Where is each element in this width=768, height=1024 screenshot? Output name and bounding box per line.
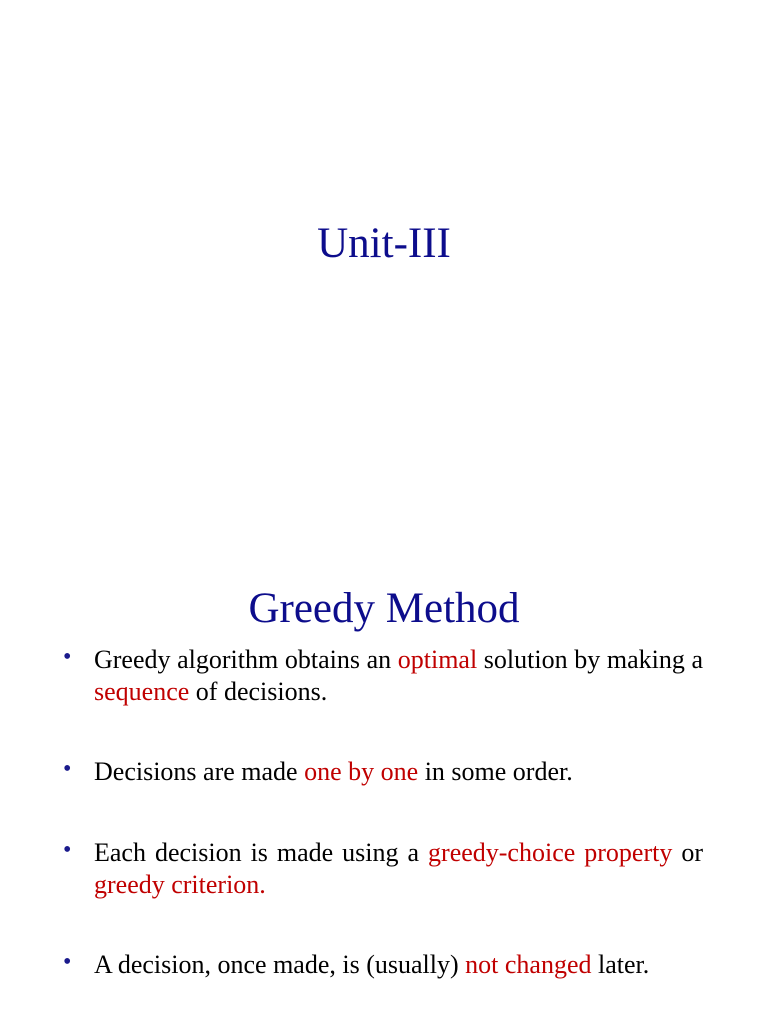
bullet-text-part: later.	[591, 950, 650, 979]
bullet-text-part: of decisions.	[189, 677, 328, 706]
unit-title: Unit-III	[317, 220, 451, 267]
bullet-dot-icon: •	[63, 644, 72, 670]
bullet-text-part: Greedy algorithm obtains an	[94, 645, 398, 674]
bullet-dot-icon: •	[63, 837, 72, 863]
bullet-text-part: or	[672, 838, 703, 867]
bullet-text	[94, 949, 703, 981]
bullet-text	[94, 644, 703, 708]
bullet-highlight: greedy criterion.	[94, 870, 266, 899]
bullet-highlight: optimal	[397, 645, 478, 674]
bullet-text	[94, 756, 703, 788]
bullet-item	[63, 837, 703, 901]
bullet-highlight: one by one	[304, 757, 419, 786]
bullet-highlight: not changed	[465, 950, 592, 979]
bullet-dot-icon: •	[63, 756, 72, 782]
bullet-text-part: Decisions are made	[94, 757, 305, 786]
bullet-dot-icon: •	[63, 949, 72, 975]
bullet-text-part: Each decision is made using a	[94, 838, 429, 867]
bullet-item	[63, 644, 703, 708]
bullet-text-part: solution by making a	[477, 645, 703, 674]
bullet-item	[63, 756, 703, 788]
bullet-text-part: in some order.	[418, 757, 573, 786]
bullet-text-part: A decision, once made, is (usually)	[94, 950, 466, 979]
section-title: Greedy Method	[248, 585, 520, 632]
bullet-item	[63, 949, 703, 981]
bullet-text	[94, 837, 703, 901]
bullet-highlight: sequence	[94, 677, 190, 706]
bullet-highlight: greedy-choice property	[428, 838, 673, 867]
